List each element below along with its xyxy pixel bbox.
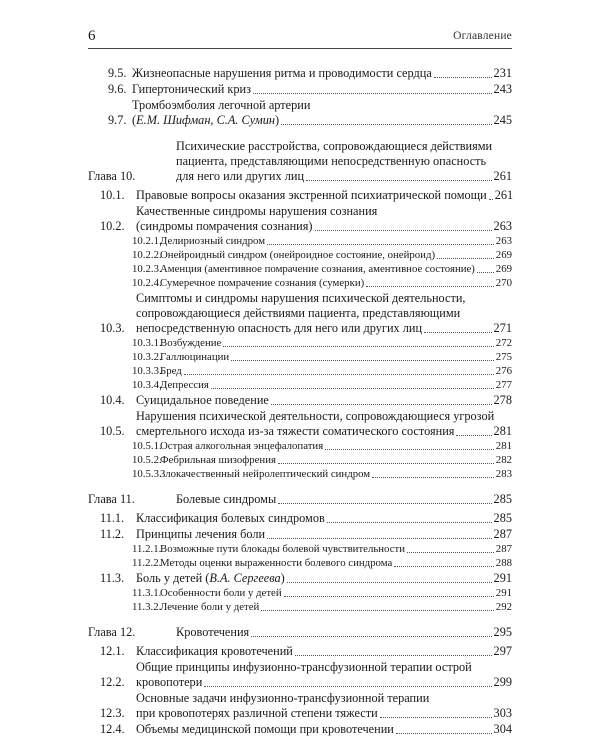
toc-entry-title: Сумеречное помрачение сознания (сумерки) <box>160 277 365 289</box>
toc-page-number: 299 <box>493 675 512 689</box>
toc-entry <box>88 492 512 507</box>
toc-entry-title: Жизнеопасные нарушения ритма и проводимости сердца <box>132 66 432 80</box>
toc-page-number: 261 <box>493 169 512 183</box>
toc-entry-title: для него или других лиц <box>176 169 305 183</box>
toc-page-number: 295 <box>493 625 512 639</box>
toc-entry-title: Методы оценки выраженности болевого синдрома <box>160 557 393 569</box>
toc-page-number: 303 <box>493 706 512 720</box>
toc-entry <box>88 139 512 184</box>
leader-dots <box>211 388 494 389</box>
toc-entry-title: Возбуждение <box>160 337 222 349</box>
leader-dots <box>477 272 494 273</box>
toc-page-number: 291 <box>495 587 512 599</box>
toc-entry-title: Тромбоэмболия легочной артерии <box>132 98 311 112</box>
toc-entry-title: (синдромы помрачения сознания) <box>136 219 313 233</box>
toc-entry <box>100 263 512 276</box>
leader-dots <box>253 93 492 94</box>
leader-dots <box>231 360 494 361</box>
leader-dots <box>271 404 492 405</box>
table-of-contents <box>88 66 514 738</box>
leader-dots <box>281 124 491 125</box>
toc-entry-title: кровопотери <box>136 675 203 689</box>
leader-dots <box>261 610 493 611</box>
toc-entry <box>100 571 512 586</box>
toc-entry-number: 9.7. <box>108 113 127 127</box>
toc-entry-number: 10.2.1. <box>132 235 162 247</box>
toc-entry-title: при кровопотерях различной степени тяжести <box>136 706 378 720</box>
toc-page-number: 285 <box>493 511 512 525</box>
toc-entry-title: Нарушения психической деятельности, сопровождающиеся угрозой <box>136 409 495 423</box>
leader-dots <box>267 538 491 539</box>
page-number: 6 <box>88 28 96 44</box>
leader-dots <box>223 346 494 347</box>
toc-entry-title: Симптомы и синдромы нарушения психической деятельности, <box>136 291 466 305</box>
toc-entry-number: 10.3. <box>100 321 125 335</box>
leader-dots <box>372 477 494 478</box>
leader-dots <box>434 77 492 78</box>
toc-page-number: 245 <box>493 113 512 127</box>
toc-page-number: 287 <box>495 543 512 555</box>
toc-entry-number: 9.6. <box>108 82 127 96</box>
toc-entry-title: Кровотечения <box>176 625 250 639</box>
toc-page-number: 263 <box>493 219 512 233</box>
toc-entry-title: Делириозный синдром <box>160 235 266 247</box>
toc-entry <box>100 393 512 408</box>
toc-entry-number: 10.4. <box>100 393 125 407</box>
toc-entry-number: 10.5.3. <box>132 468 162 480</box>
leader-dots <box>278 503 491 504</box>
leader-dots <box>284 596 494 597</box>
running-head: Оглавление <box>453 30 512 42</box>
toc-entry-title: Злокачественный нейролептический синдром <box>160 468 371 480</box>
toc-entry-number: 10.2.4. <box>132 277 162 289</box>
toc-entry-number: Глава 12. <box>88 625 136 639</box>
leader-dots <box>394 566 494 567</box>
toc-entry-number: 9.5. <box>108 66 127 80</box>
toc-page-number: 287 <box>493 527 512 541</box>
toc-entry <box>100 557 512 570</box>
toc-entry <box>100 511 512 526</box>
toc-entry-title: сопровождающиеся действиями пациента, представляющими <box>136 306 461 320</box>
toc-page-number: 297 <box>493 644 512 658</box>
toc-entry <box>100 82 512 97</box>
toc-entry-title: Качественные синдромы нарушения сознания <box>136 204 378 218</box>
toc-entry <box>100 644 512 659</box>
toc-page-number: 269 <box>495 263 512 275</box>
toc-page-number: 291 <box>493 571 512 585</box>
toc-entry-title: Гипертонический криз <box>132 82 251 96</box>
toc-page-number: 283 <box>495 468 512 480</box>
toc-page-number: 278 <box>493 393 512 407</box>
toc-entry-title: Психические расстройства, сопровождающиеся действиями <box>176 139 493 153</box>
toc-entry-title: Аменция (аментивное помрачение сознания, аментивное состояние) <box>160 263 475 275</box>
toc-entry-number: 12.3. <box>100 706 125 720</box>
toc-entry-number: 10.3.2. <box>132 351 162 363</box>
toc-page-number: 285 <box>493 492 512 506</box>
toc-page-number: 271 <box>493 321 512 335</box>
toc-entry <box>100 409 512 439</box>
toc-entry <box>100 722 512 737</box>
toc-entry <box>100 379 512 392</box>
leader-dots <box>327 522 492 523</box>
toc-entry <box>88 625 512 640</box>
toc-page-number: 281 <box>495 440 512 452</box>
leader-dots <box>287 582 492 583</box>
toc-entry-number: 10.1. <box>100 188 125 202</box>
toc-entry-title: Основные задачи инфузионно-трансфузионной терапии <box>136 691 430 705</box>
toc-entry <box>100 291 512 336</box>
toc-entry-title: Особенности боли у детей <box>160 587 282 599</box>
toc-entry <box>100 351 512 364</box>
toc-entry-title: пациента, представляющими непосредственную опасность <box>176 154 487 168</box>
toc-entry <box>100 235 512 248</box>
leader-dots <box>278 463 494 464</box>
toc-entry-title: Боль у детей (В.А. Сергеева) <box>136 571 285 585</box>
toc-page-number: 304 <box>493 722 512 736</box>
toc-entry-number: 10.5.1. <box>132 440 162 452</box>
toc-entry-title: Бред <box>160 365 182 377</box>
toc-entry-title: Общие принципы инфузионно-трансфузионной терапии острой <box>136 660 472 674</box>
toc-entry <box>100 440 512 453</box>
toc-page-number: 288 <box>495 557 512 569</box>
leader-dots <box>295 655 492 656</box>
toc-entry-number: 12.1. <box>100 644 125 658</box>
toc-entry-title: Принципы лечения боли <box>136 527 266 541</box>
toc-entry-number: 11.1. <box>100 511 125 525</box>
toc-page-number: 275 <box>495 351 512 363</box>
toc-page-number: 263 <box>495 235 512 247</box>
leader-dots <box>456 435 491 436</box>
toc-page-number: 281 <box>493 424 512 438</box>
leader-dots <box>184 374 494 375</box>
toc-entry-title: Онейроидный синдром (онейроидное состояние, онейроид) <box>160 249 436 261</box>
page-header <box>88 28 512 48</box>
toc-entry-number: 11.3.1. <box>132 587 162 599</box>
leader-dots <box>489 199 493 200</box>
leader-dots <box>251 636 491 637</box>
toc-entry-title: Лечение боли у детей <box>160 601 260 613</box>
toc-entry-title: Острая алкогольная энцефалопатия <box>160 440 324 452</box>
toc-page-number: 276 <box>495 365 512 377</box>
toc-entry <box>100 337 512 350</box>
toc-entry-title: Фебрильная шизофрения <box>160 454 276 466</box>
leader-dots <box>315 230 492 231</box>
toc-entry <box>100 468 512 481</box>
leader-dots <box>407 552 494 553</box>
toc-entry <box>100 691 512 721</box>
toc-page-number: 282 <box>495 454 512 466</box>
toc-entry <box>100 188 512 203</box>
toc-entry-number: 10.3.1. <box>132 337 162 349</box>
toc-page-number: 277 <box>495 379 512 391</box>
leader-dots <box>437 258 494 259</box>
toc-page-number: 243 <box>493 82 512 96</box>
toc-entry <box>100 454 512 467</box>
header-rule <box>88 48 512 49</box>
toc-page-number: 231 <box>493 66 512 80</box>
toc-entry-number: 10.3.3. <box>132 365 162 377</box>
toc-entry-number: 10.2.3. <box>132 263 162 275</box>
toc-entry-number: 11.3.2. <box>132 601 162 613</box>
toc-entry <box>100 249 512 262</box>
toc-page-number: 261 <box>494 188 514 202</box>
leader-dots <box>325 449 494 450</box>
toc-entry <box>100 277 512 290</box>
toc-entry-title: Правовые вопросы оказания экстренной психиатрической помощи <box>136 188 487 202</box>
toc-entry-number: 12.4. <box>100 722 125 736</box>
toc-entry <box>100 543 512 556</box>
toc-entry-number: 10.2.2. <box>132 249 162 261</box>
toc-page-number: 272 <box>495 337 512 349</box>
toc-entry-title: Суицидальное поведение <box>136 393 269 407</box>
toc-entry-title: смертельного исхода из-за тяжести соматического состояния <box>136 424 455 438</box>
toc-entry-number: 10.5. <box>100 424 125 438</box>
toc-entry-title: Болевые синдромы <box>176 492 277 506</box>
toc-entry-number: 10.3.4. <box>132 379 162 391</box>
toc-entry <box>100 587 512 600</box>
toc-entry-number: 11.2.1. <box>132 543 162 555</box>
leader-dots <box>267 244 494 245</box>
toc-entry-title: Классификация болевых синдромов <box>136 511 325 525</box>
toc-entry-title: непосредственную опасность для него или других лиц <box>136 321 423 335</box>
toc-entry-title: Объемы медицинской помощи при кровотечении <box>136 722 394 736</box>
leader-dots <box>204 686 491 687</box>
toc-entry-title: Классификация кровотечений <box>136 644 293 658</box>
toc-entry <box>100 601 512 614</box>
toc-entry <box>100 66 512 81</box>
toc-entry-title: Депрессия <box>160 379 209 391</box>
leader-dots <box>306 180 492 181</box>
toc-entry <box>100 98 512 128</box>
toc-entry-number: 11.2. <box>100 527 125 541</box>
toc-entry-number: Глава 10. <box>88 169 136 183</box>
leader-dots <box>424 332 491 333</box>
toc-entry-number: 10.2. <box>100 219 125 233</box>
toc-page-number: 270 <box>495 277 512 289</box>
toc-page-number: 269 <box>495 249 512 261</box>
toc-entry <box>100 365 512 378</box>
toc-entry-number: Глава 11. <box>88 492 135 506</box>
toc-entry <box>100 204 512 234</box>
leader-dots <box>396 733 492 734</box>
toc-entry <box>100 527 512 542</box>
toc-entry <box>100 660 512 690</box>
toc-entry-title: (Е.М. Шифман, С.А. Сумин) <box>132 113 280 127</box>
leader-dots <box>380 717 492 718</box>
toc-entry-title: Галлюцинации <box>160 351 230 363</box>
toc-entry-number: 10.5.2. <box>132 454 162 466</box>
toc-entry-title: Возможные пути блокады болевой чувствительности <box>160 543 405 555</box>
toc-entry-number: 11.3. <box>100 571 125 585</box>
toc-page-number: 292 <box>495 601 512 613</box>
toc-entry-number: 11.2.2. <box>132 557 162 569</box>
leader-dots <box>366 286 494 287</box>
toc-entry-number: 12.2. <box>100 675 125 689</box>
